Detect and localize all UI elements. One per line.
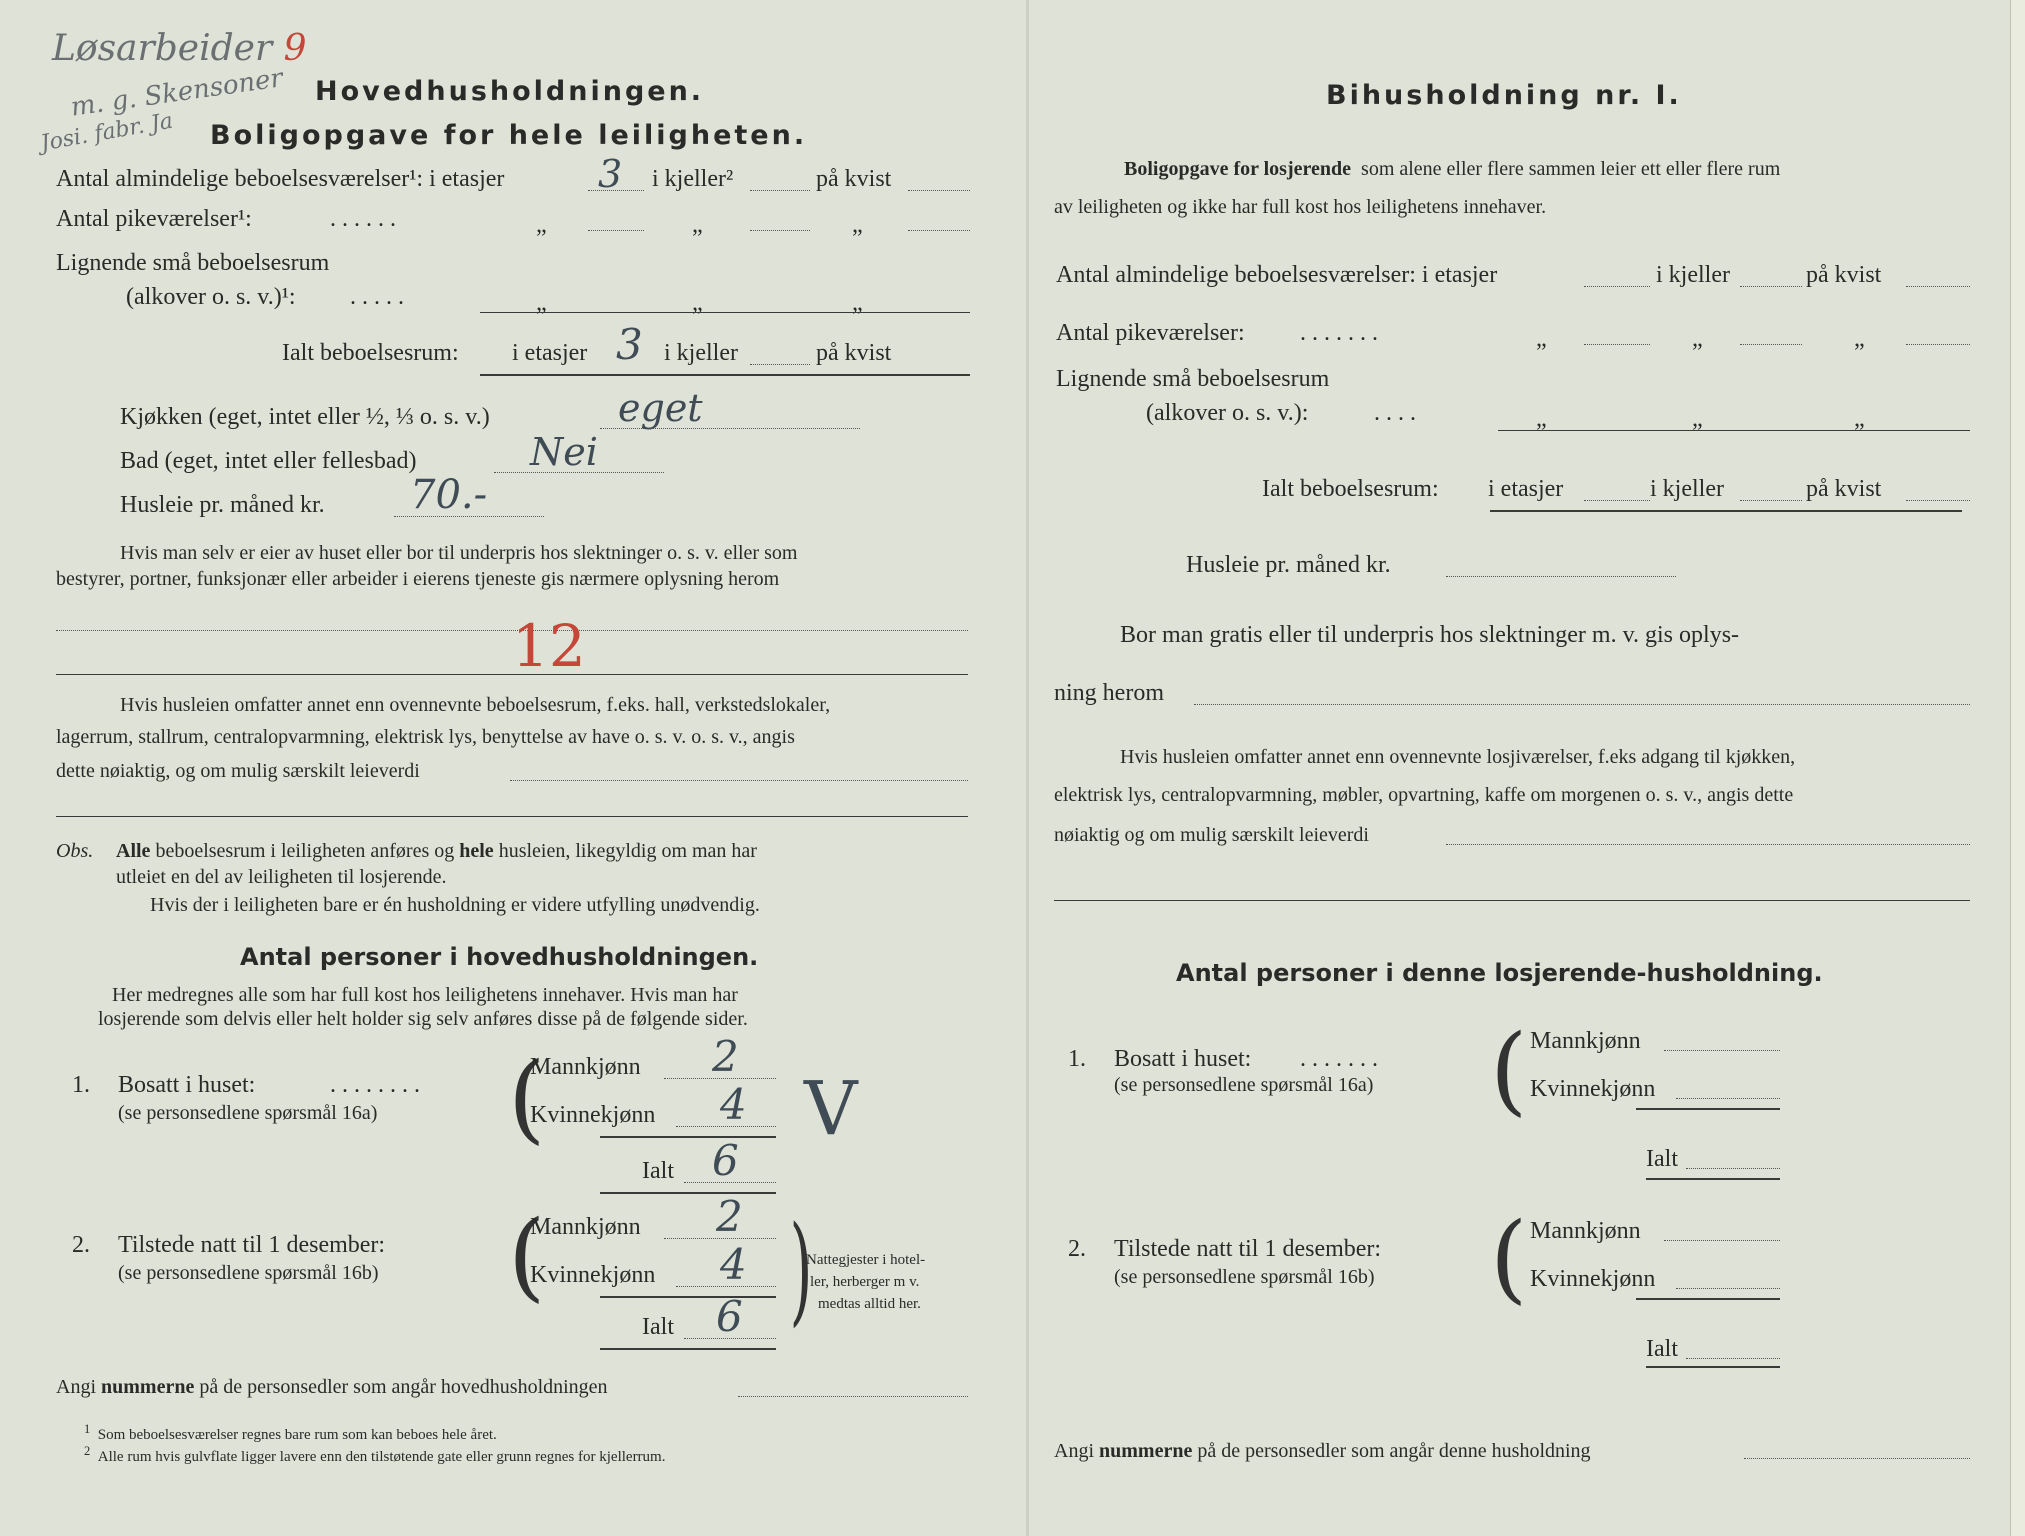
rooms-row3-ditto-1: „ [536,290,547,316]
side-row2-label: Antal pikeværelser: [1056,320,1245,346]
side-gratis-2: ning herom [1054,680,1164,706]
kjokken-value: eget [618,386,703,430]
natt-note-2: ler, herberger m v. [810,1274,920,1290]
side-total-etasjer: i etasjer [1488,476,1564,502]
q1-mann-value: 2 [712,1032,739,1081]
natt-note-1: Nattegjester i hotel- [806,1252,926,1268]
side-row3-ditto-1: „ [1536,406,1547,432]
side-omfatter-line-2 [1054,900,1970,901]
side-q1-dots: . . . . . . . [1300,1046,1378,1072]
persons-intro-1: Her medregnes alle som har full kost hos leilighetens innehaver. Hvis man har [112,984,738,1006]
side-total-kjeller: i kjeller [1650,476,1724,502]
rooms-row3-ditto-2: „ [692,290,703,316]
side-title: Bihusholdning nr. I. [1326,80,1682,111]
rooms-row1-kvist-label: på kvist [816,166,892,192]
side-q2-ialt-underline [1646,1366,1780,1368]
rooms-row3-dots: . . . . . [350,284,404,310]
q1-label: Bosatt i huset: [118,1072,256,1098]
q2-bracket: ( [508,1200,546,1312]
side-q2-bracket: ( [1490,1202,1528,1314]
handwritten-note-line2: m. g. Skensoner [68,63,285,123]
side-husleie-label: Husleie pr. måned kr. [1186,552,1391,578]
q1-kvinne-value: 4 [720,1080,747,1129]
side-q2-sum-line [1636,1298,1780,1300]
rooms-row2-line-3 [908,230,970,231]
side-q1-kvinne-label: Kvinnekjønn [1530,1076,1656,1102]
side-q1-ialt-label: Ialt [1646,1146,1678,1172]
side-total-label: Ialt beboelsesrum: [1262,476,1439,502]
obs-label: Obs. [56,840,94,862]
q2-label: Tilstede natt til 1 desember: [118,1232,386,1258]
rooms-total-etasjer-label: i etasjer [512,340,588,366]
q1-kvinne-label: Kvinnekjønn [530,1102,656,1128]
q2-sum-line [600,1296,776,1298]
side-q2-number: 2. [1068,1236,1086,1262]
side-angi-line [1744,1458,1970,1459]
q1-check-mark: V [804,1066,858,1152]
side-row1-kvist: på kvist [1806,262,1882,288]
rooms-total-etasjer-value: 3 [616,320,643,369]
rooms-row1-kjeller-label: i kjeller² [652,166,734,192]
side-row3-ditto-3: „ [1854,406,1865,432]
q1-dots: . . . . . . . . [330,1072,420,1098]
side-q1-mann-label: Mannkjønn [1530,1028,1641,1054]
footnote-2: $^2$ Alle rum hvis gulvflate ligger lavere enn den tilstøtende gate eller grunn regnes for kjellerrum. [84,1444,666,1465]
rooms-row2-dots: . . . . . . [330,206,396,232]
rooms-total-underline [480,374,970,376]
eier-text-1: Hvis man selv er eier av huset eller bor til underpris hos slektninger o. s. v. eller som [120,542,798,564]
side-q2-sublabel: (se personsedlene spørsmål 16b) [1114,1266,1375,1288]
q2-mann-label: Mannkjønn [530,1214,641,1240]
side-intro-2: av leiligheten og ikke har full kost hos leilighetens innehaver. [1054,196,1547,218]
rooms-row1-kvist-line [908,190,970,191]
q1-bracket: ( [508,1042,546,1154]
rooms-row2-ditto-2: „ [692,212,703,238]
side-total-kvist: på kvist [1806,476,1882,502]
rooms-row1-kjeller-line [750,190,810,191]
q2-kvinne-value: 4 [720,1240,747,1289]
obs-line-2: utleiet en del av leiligheten til losjerende. [116,866,447,888]
side-q1-sum-line [1636,1108,1780,1110]
side-omfatter-2: elektrisk lys, centralopvarmning, møbler, opvartning, kaffe om morgenen o. s. v., angis dette [1054,784,1794,806]
q2-note-brace: ) [789,1200,813,1338]
side-total-underline [1490,510,1962,512]
side-row1-label: Antal almindelige beboelsesværelser: i etasjer [1056,262,1498,288]
side-total-kvist-line [1906,500,1970,501]
q2-kvinne-label: Kvinnekjønn [530,1262,656,1288]
q2-number: 2. [72,1232,90,1258]
side-row1-kjeller: i kjeller [1656,262,1730,288]
q1-ialt-underline [600,1192,776,1194]
q1-number: 1. [72,1072,90,1098]
side-row2-ditto-3: „ [1854,326,1865,352]
obs-line-3: Hvis der i leiligheten bare er én husholdning er videre utfylling unødvendig. [150,894,760,916]
side-q1-sublabel: (se personsedlene spørsmål 16a) [1114,1074,1374,1096]
handwritten-note-line3: Josi. fabr. Ja [38,108,175,157]
footnote-1: $^1$ Som beboelsesværelser regnes bare rum som kan beboes hele året. [84,1422,497,1443]
side-q2-ialt-line [1686,1358,1780,1359]
side-row1-etasjer-line [1584,286,1650,287]
side-row3-line [1498,430,1970,431]
rooms-row2-label: Antal pikeværelser¹: [56,206,252,232]
angi-main-line [738,1396,968,1397]
husleie-value: 70.- [410,472,488,518]
side-intro-1: Boligopgave for losjerende som alene eller flere sammen leier ett eller flere rum [1124,158,1781,180]
side-row1-kjeller-line [1740,286,1802,287]
side-q2-ialt-label: Ialt [1646,1336,1678,1362]
rooms-row1-label: Antal almindelige beboelsesværelser¹: i etasjer [56,166,505,192]
q1-mann-label: Mannkjønn [530,1054,641,1080]
rooms-total-label: Ialt beboelsesrum: [282,340,459,366]
omfatter-text-1: Hvis husleien omfatter annet enn ovennevnte beboelsesrum, f.eks. hall, verkstedslokaler, [120,694,831,716]
side-omfatter-1: Hvis husleien omfatter annet enn ovennevnte losjiværelser, f.eks adgang til kjøkken, [1120,746,1796,768]
side-q1-ialt-line [1686,1168,1780,1169]
q2-ialt-value: 6 [716,1292,743,1341]
page-fold [1026,0,1029,1536]
side-q2-kvinne-line [1676,1288,1780,1289]
angi-main: Angi nummerne på de personsedler som angår hovedhusholdningen [56,1376,608,1398]
obs-line-1: Alle beboelsesrum i leiligheten anføres og hele husleien, likegyldig om man har [116,840,757,862]
side-angi: Angi nummerne på de personsedler som angår denne husholdning [1054,1440,1591,1462]
side-row1-kvist-line [1906,286,1970,287]
side-row2-ditto-2: „ [1692,326,1703,352]
rooms-row3-label-b: (alkover o. s. v.)¹: [126,284,296,310]
side-q1-label: Bosatt i huset: [1114,1046,1252,1072]
side-total-etasjer-line [1584,500,1650,501]
side-gratis-1: Bor man gratis eller til underpris hos slektninger m. v. gis oplys- [1120,622,1740,648]
side-omfatter-3: nøiaktig og om mulig særskilt leieverdi [1054,824,1369,846]
rooms-row3-line [480,312,970,313]
omfatter-line-2 [56,816,968,817]
q1-sum-line [600,1136,776,1138]
rooms-total-kjeller-line [750,364,810,365]
side-row3-ditto-2: „ [1692,406,1703,432]
q2-ialt-label: Ialt [642,1314,674,1340]
side-husleie-line [1446,576,1676,577]
page-edge [2010,0,2025,1536]
rooms-total-kvist-label: på kvist [816,340,892,366]
side-q2-mann-label: Mannkjønn [1530,1218,1641,1244]
side-row3-label-b: (alkover o. s. v.): [1146,400,1309,426]
q2-mann-value: 2 [716,1192,743,1241]
rooms-row2-line-1 [588,230,644,231]
side-persons-title: Antal personer i denne losjerende-husholdning. [1176,959,1823,987]
side-q2-kvinne-label: Kvinnekjønn [1530,1266,1656,1292]
rooms-row1-etasjer-value: 3 [598,152,623,196]
rooms-row3-ditto-3: „ [852,290,863,316]
side-row2-dots: . . . . . . . [1300,320,1378,346]
kjokken-label: Kjøkken (eget, intet eller ½, ⅓ o. s. v.) [120,404,490,430]
q2-sublabel: (se personsedlene spørsmål 16b) [118,1262,379,1284]
rooms-row3-label-a: Lignende små beboelsesrum [56,250,330,276]
handwritten-note-number: 9 [283,28,307,69]
omfatter-line-1 [510,780,968,781]
rooms-row2-ditto-1: „ [536,212,547,238]
side-q2-label: Tilstede natt til 1 desember: [1114,1236,1382,1262]
eier-text-2: bestyrer, portner, funksjonær eller arbeider i eierens tjeneste gis nærmere oplysning herom [56,568,780,590]
omfatter-text-3: dette nøiaktig, og om mulig særskilt leieverdi [56,760,420,782]
omfatter-text-2: lagerrum, stallrum, centralopvarmning, elektrisk lys, benyttelse av have o. s. v. o. s. v., angis [56,726,795,748]
side-omfatter-line-1 [1446,844,1970,845]
natt-note-3: medtas alltid her. [818,1296,921,1312]
side-row2-line-2 [1740,344,1802,345]
bad-value: Nei [530,430,598,474]
rooms-total-kjeller-label: i kjeller [664,340,738,366]
bad-label: Bad (eget, intet eller fellesbad) [120,448,417,474]
side-q1-kvinne-line [1676,1098,1780,1099]
handwritten-note-occupation: Løsarbeider 9 [52,28,307,69]
main-subtitle: Boligopgave for hele leiligheten. [210,120,808,151]
side-q1-ialt-underline [1646,1178,1780,1180]
eier-mark: 12 [512,612,586,680]
persons-title: Antal personer i hovedhusholdningen. [240,943,759,971]
side-q1-number: 1. [1068,1046,1086,1072]
main-title: Hovedhusholdningen. [315,76,705,107]
persons-intro-2: losjerende som delvis eller helt holder sig selv anføres disse på de følgende sider. [98,1008,748,1030]
side-q2-mann-line [1664,1240,1780,1241]
q2-ialt-underline [600,1348,776,1350]
side-row2-line-3 [1906,344,1970,345]
husleie-label: Husleie pr. måned kr. [120,492,325,518]
q1-ialt-label: Ialt [642,1158,674,1184]
side-gratis-line [1194,704,1970,705]
rooms-row2-line-2 [750,230,810,231]
q1-ialt-value: 6 [712,1136,739,1185]
side-row2-line-1 [1584,344,1650,345]
side-q1-mann-line [1664,1050,1780,1051]
rooms-row2-ditto-3: „ [852,212,863,238]
side-total-kjeller-line [1740,500,1802,501]
side-row3-label-a: Lignende små beboelsesrum [1056,366,1330,392]
side-row3-dots: . . . . [1374,400,1416,426]
eier-line-2 [56,674,968,675]
side-row2-ditto-1: „ [1536,326,1547,352]
side-q1-bracket: ( [1490,1014,1528,1126]
q1-sublabel: (se personsedlene spørsmål 16a) [118,1102,378,1124]
